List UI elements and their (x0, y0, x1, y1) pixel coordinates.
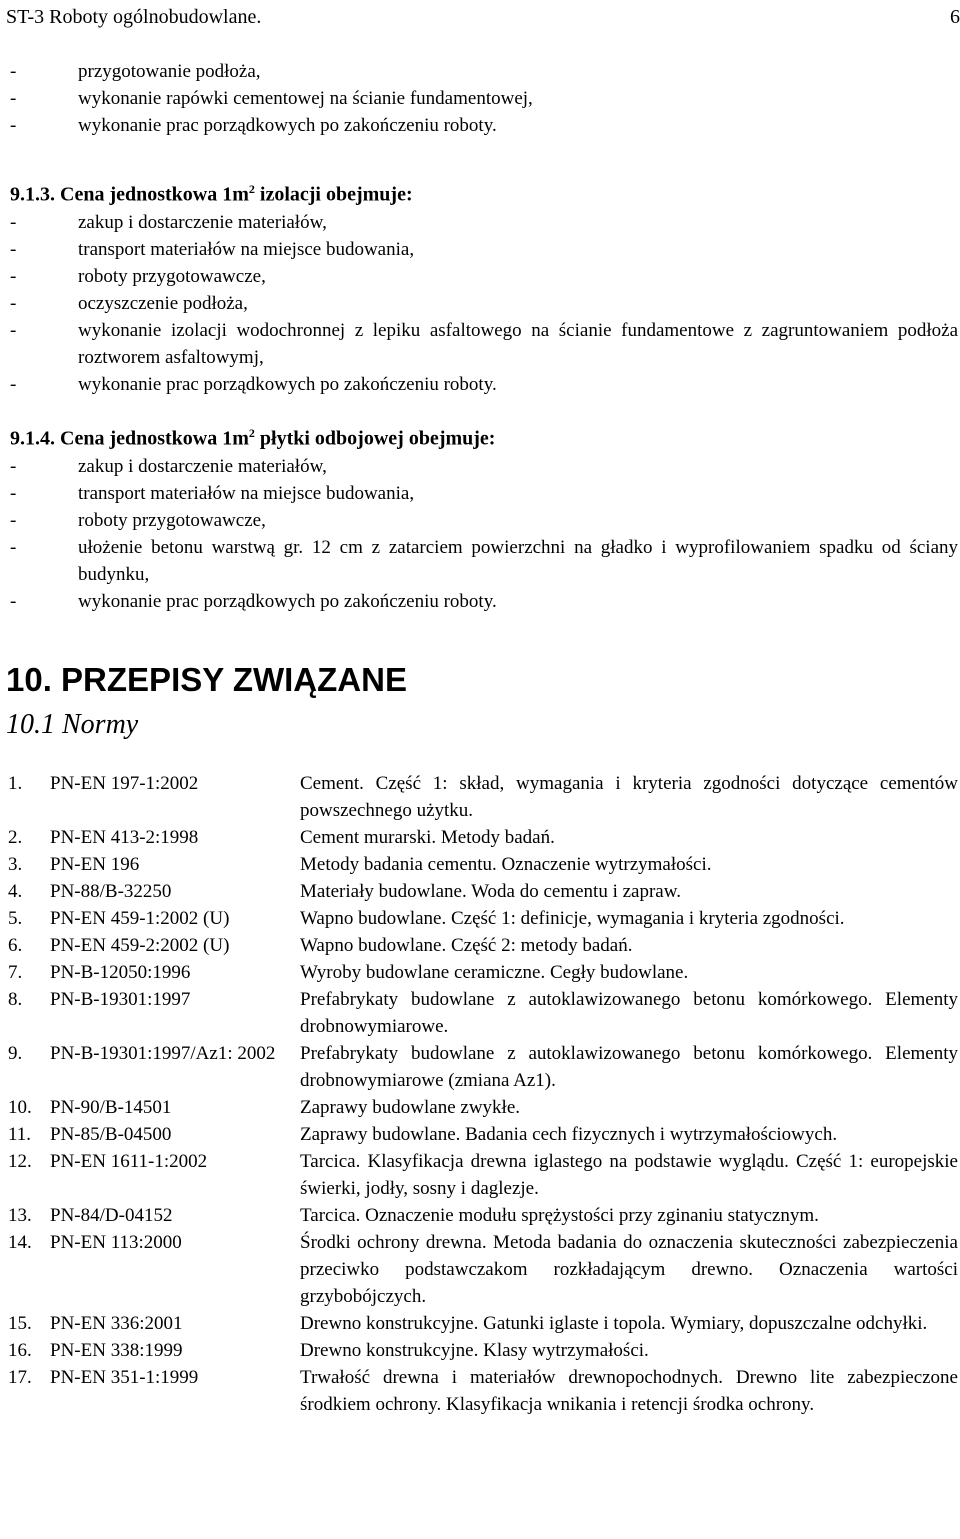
norm-description: Wapno budowlane. Część 2: metody badań. (300, 935, 633, 956)
list-item: - wykonanie prac porządkowych po zakończeniu roboty. (10, 115, 497, 136)
table-row (8, 770, 958, 824)
header-title: ST-3 Roboty ogólnobudowlane. (6, 6, 262, 28)
norm-number: 5. (8, 908, 23, 929)
top-list (10, 58, 958, 139)
page-header (6, 6, 960, 29)
norm-code: PN-88/B-32250 (50, 881, 172, 902)
norm-description: Zaprawy budowlane. Badania cech fizycznych i wytrzymałościowych. (300, 1124, 838, 1145)
norm-number: 10. (8, 1097, 32, 1118)
table-row (8, 1148, 958, 1202)
norm-code: PN-EN 1611-1:2002 (50, 1151, 208, 1172)
table-row (8, 1337, 958, 1364)
norm-code: PN-EN 338:1999 (50, 1340, 183, 1361)
table-row (8, 824, 958, 851)
norm-code: PN-EN 459-1:2002 (U) (50, 908, 230, 929)
norm-code: PN-90/B-14501 (50, 1097, 172, 1118)
norm-number: 2. (8, 827, 23, 848)
norm-number: 14. (8, 1232, 32, 1253)
norm-number: 7. (8, 962, 23, 983)
norm-description: Środki ochrony drewna. Metoda badania do oznaczenia skuteczności zabezpieczenia przeciwko podstawczakom rozkładającym drewno. Oznaczenia wartości grzybobójczych. (300, 1232, 958, 1307)
list-item: - wykonanie izolacji wodochronnej z lepiku asfaltowego na ścianie fundamentowe z zagruntowaniem podłoża roztworem asfaltowymj, (10, 320, 958, 368)
table-row (8, 1040, 958, 1094)
table-row (8, 878, 958, 905)
section-913-heading: 9.1.3. Cena jednostkowa $1m^2$ izolacji obejmuje: (10, 182, 413, 206)
norm-code: PN-EN 113:2000 (50, 1232, 182, 1253)
norm-code: PN-84/D-04152 (50, 1205, 173, 1226)
norm-number: 11. (8, 1124, 32, 1145)
norm-code: PN-B-19301:1997/Az1: 2002 (50, 1043, 276, 1064)
norm-code: PN-B-12050:1996 (50, 962, 191, 983)
table-row (8, 1229, 958, 1310)
table-row (8, 851, 958, 878)
table-row (8, 1121, 958, 1148)
norm-number: 3. (8, 854, 23, 875)
list-item: - roboty przygotowawcze, (10, 510, 266, 531)
section-914-heading: 9.1.4. Cena jednostkowa $1m^2$ płytki odbojowej obejmuje: (10, 426, 496, 450)
norm-number: 6. (8, 935, 23, 956)
norm-description: Materiały budowlane. Woda do cementu i zapraw. (300, 881, 681, 902)
table-row (8, 1202, 958, 1229)
norm-code: PN-EN 336:2001 (50, 1313, 183, 1334)
norm-number: 13. (8, 1205, 32, 1226)
list-item: - przygotowanie podłoża, (10, 61, 261, 82)
section-913-list (10, 209, 958, 398)
norm-code: PN-EN 196 (50, 854, 140, 875)
list-item: - zakup i dostarczenie materiałów, (10, 456, 327, 477)
list-item: - wykonanie prac porządkowych po zakończeniu roboty. (10, 591, 497, 612)
norm-description: Metody badania cementu. Oznaczenie wytrzymałości. (300, 854, 712, 875)
table-row (8, 959, 958, 986)
section-914-list (10, 453, 958, 615)
list-item: - wykonanie rapówki cementowej na ścianie fundamentowej, (10, 88, 533, 109)
list-item: - zakup i dostarczenie materiałów, (10, 212, 327, 233)
norm-number: 15. (8, 1313, 32, 1334)
page-number: 6 (950, 6, 960, 28)
norm-number: 17. (8, 1367, 32, 1388)
norm-description: Trwałość drewna i materiałów drewnopochodnych. Drewno lite zabezpieczone środkiem ochrony. Klasyfikacja wnikania i retencji środka ochrony. (300, 1367, 958, 1415)
norm-code: PN-EN 413-2:1998 (50, 827, 199, 848)
norm-code: PN-EN 459-2:2002 (U) (50, 935, 230, 956)
list-item: - wykonanie prac porządkowych po zakończeniu roboty. (10, 374, 497, 395)
table-row (8, 986, 958, 1040)
table-row (8, 932, 958, 959)
norm-description: Zaprawy budowlane zwykłe. (300, 1097, 521, 1118)
table-row (8, 1364, 958, 1418)
norm-description: Wyroby budowlane ceramiczne. Cegły budowlane. (300, 962, 689, 983)
norm-description: Wapno budowlane. Część 1: definicje, wymagania i kryteria zgodności. (300, 908, 845, 929)
norm-description: Drewno konstrukcyjne. Klasy wytrzymałości. (300, 1340, 649, 1361)
table-row (8, 1094, 958, 1121)
norm-description: Prefabrykaty budowlane z autoklawizowanego betonu komórkowego. Elementy drobnowymiarowe. (300, 989, 958, 1037)
list-item: - transport materiałów na miejsce budowania, (10, 239, 415, 260)
norm-number: 9. (8, 1043, 23, 1064)
norms-table (8, 770, 958, 1418)
section-10-title: 10. PRZEPISY ZWIĄZANE (6, 661, 407, 698)
norm-description: Cement murarski. Metody badań. (300, 827, 555, 848)
list-item: - transport materiałów na miejsce budowania, (10, 483, 415, 504)
norm-description: Tarcica. Oznaczenie modułu sprężystości przy zginaniu statycznym. (300, 1205, 819, 1226)
norm-description: Tarcica. Klasyfikacja drewna iglastego na podstawie wyglądu. Część 1: europejskie świerki, jodły, sosny i daglezje. (300, 1151, 958, 1199)
norm-code: PN-B-19301:1997 (50, 989, 191, 1010)
norm-number: 16. (8, 1340, 32, 1361)
list-item: - ułożenie betonu warstwą gr. 12 cm z zatarciem powierzchni na gładko i wyprofilowaniem spadku od ściany budynku, (10, 537, 958, 585)
norm-code: PN-EN 197-1:2002 (50, 773, 199, 794)
list-item: - roboty przygotowawcze, (10, 266, 266, 287)
norm-description: Cement. Część 1: skład, wymagania i kryteria zgodności dotyczące cementów powszechnego użytku. (300, 773, 958, 821)
norm-description: Drewno konstrukcyjne. Gatunki iglaste i topola. Wymiary, dopuszczalne odchyłki. (300, 1313, 928, 1334)
table-row (8, 905, 958, 932)
section-10-1-subtitle: 10.1 Normy (6, 709, 139, 740)
norm-description: Prefabrykaty budowlane z autoklawizowanego betonu komórkowego. Elementy drobnowymiarowe (zmiana Az1). (300, 1043, 958, 1091)
norm-number: 1. (8, 773, 23, 794)
norm-code: PN-85/B-04500 (50, 1124, 172, 1145)
table-row (8, 1310, 958, 1337)
norm-number: 4. (8, 881, 23, 902)
norm-number: 12. (8, 1151, 32, 1172)
norm-number: 8. (8, 989, 23, 1010)
list-item: - oczyszczenie podłoża, (10, 293, 248, 314)
norm-code: PN-EN 351-1:1999 (50, 1367, 199, 1388)
